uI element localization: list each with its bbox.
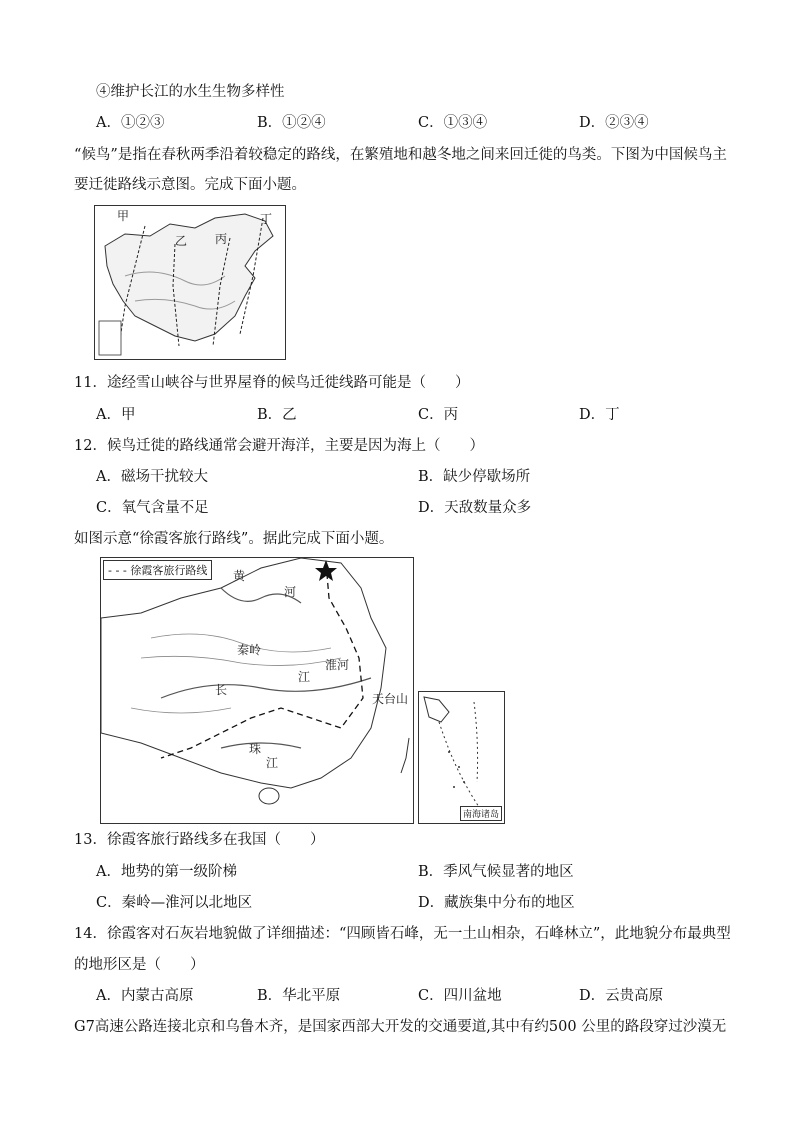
q10-option-d[interactable]: D．②③④ — [579, 115, 649, 131]
q11-option-a[interactable]: A．甲 — [96, 407, 136, 423]
q14-option-b[interactable]: B．华北平原 — [257, 988, 341, 1004]
route-legend — [103, 560, 212, 580]
south-sea-inset — [99, 321, 121, 355]
q13-option-b[interactable]: B．季风气候显著的地区 — [418, 864, 574, 880]
route-legend-label: 徐霞客旅行路线 — [130, 564, 208, 577]
label-yi: 乙 — [175, 234, 188, 248]
china-outline-map — [95, 206, 285, 359]
label-qinling: 秦岭 — [237, 643, 262, 657]
birds-intro-line2: 要迁徙路线示意图。完成下面小题。 — [74, 177, 306, 193]
q14-option-c[interactable]: C．四川盆地 — [418, 988, 502, 1004]
q11-option-b[interactable]: B．乙 — [257, 407, 297, 423]
q13-option-c[interactable]: C．秦岭—淮河以北地区 — [96, 895, 253, 911]
q12-option-d[interactable]: D．天敌数量众多 — [418, 500, 532, 516]
label-tiantai: 天台山 — [372, 692, 409, 706]
label-huaihe: 淮河 — [325, 658, 350, 672]
birds-intro-line1: “候鸟”是指在春秋两季沿着较稳定的路线，在繁殖地和越冬地之间来回迁徙的鸟类。下图为中国候鸟主 — [74, 147, 727, 163]
q10-option-a[interactable]: A．①②③ — [96, 115, 165, 131]
q10-option-b[interactable]: B．①②④ — [257, 115, 326, 131]
q12-option-a[interactable]: A．磁场干扰较大 — [96, 469, 208, 485]
xu-xiake-route-map — [100, 557, 414, 824]
q10-item-4: ④维护长江的水生生物多样性 — [96, 84, 285, 100]
q14-option-a[interactable]: A．内蒙古高原 — [96, 988, 194, 1004]
label-bing: 丙 — [215, 232, 228, 246]
q11-stem: 11．途经雪山峡谷与世界屋脊的候鸟迁徙线路可能是（ ） — [74, 375, 470, 391]
q12-option-c[interactable]: C．氧气含量不足 — [96, 500, 209, 516]
label-he: 河 — [284, 585, 297, 599]
q13-option-a[interactable]: A．地势的第一级阶梯 — [96, 864, 237, 880]
g7-intro: G7高速公路连接北京和乌鲁木齐，是国家西部大开发的交通要道,其中有约500 公里的路段穿过沙漠无 — [74, 1019, 727, 1035]
q14-stem-line1: 14．徐霞客对石灰岩地貌做了详细描述：“四顾皆石峰，无一土山相杂，石峰林立”，此地貌分布最典型 — [74, 926, 731, 942]
q12-option-b[interactable]: B．缺少停歇场所 — [418, 469, 531, 485]
q10-option-c[interactable]: C．①③④ — [418, 115, 488, 131]
label-ding: 丁 — [260, 212, 273, 226]
east-china-map — [101, 558, 413, 823]
label-jiang-1: 江 — [298, 670, 311, 684]
q14-option-d[interactable]: D．云贵高原 — [579, 988, 664, 1004]
label-jia: 甲 — [117, 209, 130, 223]
south-china-sea-inset — [418, 691, 505, 824]
label-zhu: 珠 — [249, 742, 262, 756]
q12-stem: 12．候鸟迁徙的路线通常会避开海洋，主要是因为海上（ ） — [74, 438, 484, 454]
route-legend-dash: - - - — [108, 564, 131, 577]
inset-outline — [419, 692, 504, 823]
q13-option-d[interactable]: D．藏族集中分布的地区 — [418, 895, 575, 911]
q11-option-d[interactable]: D．丁 — [579, 407, 620, 423]
xu-intro: 如图示意“徐霞客旅行路线”。据此完成下面小题。 — [74, 531, 394, 547]
inset-caption: 南海诸岛 — [460, 806, 502, 821]
label-chang: 长 — [215, 683, 228, 697]
label-huang: 黄 — [233, 569, 246, 583]
q13-stem: 13．徐霞客旅行路线多在我国（ ） — [74, 832, 325, 848]
label-jiang-2: 江 — [266, 756, 279, 770]
q11-option-c[interactable]: C．丙 — [418, 407, 459, 423]
bird-migration-map — [94, 205, 286, 360]
q14-stem-line2: 的地形区是（ ） — [74, 957, 205, 973]
